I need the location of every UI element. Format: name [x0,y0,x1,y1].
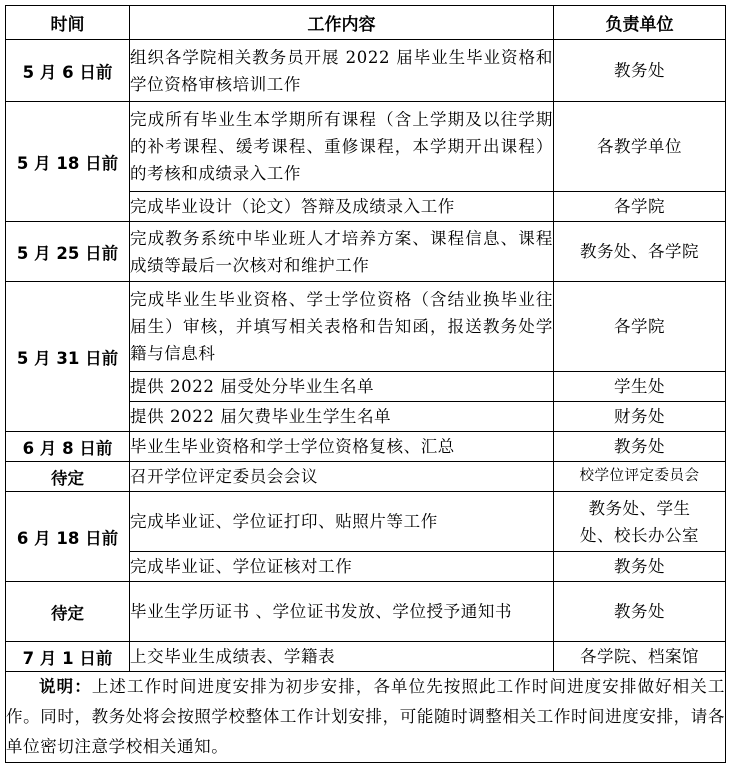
unit-cell: 各学院 [554,192,726,222]
content-cell: 完成毕业设计（论文）答辩及成绩录入工作 [130,192,554,222]
table-row [6,582,726,642]
content-cell: 完成毕业证、学位证打印、贴照片等工作 [130,492,554,552]
time-cell: 5 月 25 日前 [6,222,130,282]
note-row [6,672,726,763]
table-row [6,282,726,372]
content-cell: 组织各学院相关教务员开展 2022 届毕业生毕业资格和学位资格审核培训工作 [130,40,554,102]
unit-cell: 教务处 [554,582,726,642]
unit-cell: 各学院 [554,282,726,372]
time-cell: 5 月 31 日前 [6,282,130,432]
content-cell: 提供 2022 届欠费毕业生学生名单 [130,402,554,432]
content-cell: 上交毕业生成绩表、学籍表 [130,642,554,672]
table-row [6,492,726,552]
header-content: 工作内容 [130,6,554,40]
unit-cell: 学生处 [554,372,726,402]
unit-cell: 教务处、学生处、校长办公室 [554,492,726,552]
content-cell: 提供 2022 届受处分毕业生名单 [130,372,554,402]
time-cell: 7 月 1 日前 [6,642,130,672]
content-cell: 毕业生学历证书 、学位证书发放、学位授予通知书 [130,582,554,642]
header-time: 时间 [6,6,130,40]
header-unit: 负责单位 [554,6,726,40]
unit-cell: 财务处 [554,402,726,432]
table-row [6,102,726,192]
content-cell: 完成所有毕业生本学期所有课程（含上学期及以往学期的补考课程、缓考课程、重修课程，本学期开出课程）的考核和成绩录入工作 [130,102,554,192]
unit-cell: 各教学单位 [554,102,726,192]
table-header-row [6,6,726,40]
unit-cell: 教务处 [554,40,726,102]
table-row [6,432,726,462]
unit-cell: 教务处 [554,552,726,582]
unit-cell: 教务处、各学院 [554,222,726,282]
table-row [6,222,726,282]
note-text: 上述工作时间进度安排为初步安排，各单位先按照此工作时间进度安排做好相关工作。同时，教务处将会按照学校整体工作计划安排，可能随时调整相关工作时间进度安排，请各单位密切注意学校相关通知。 [6,677,725,756]
table-row [6,462,726,492]
schedule-table [5,5,726,763]
note-cell [6,672,726,763]
time-cell: 6 月 18 日前 [6,492,130,582]
time-cell: 5 月 6 日前 [6,40,130,102]
table-row [6,40,726,102]
note-label: 说明： [39,677,92,696]
unit-cell: 各学院、档案馆 [554,642,726,672]
content-cell: 完成毕业生毕业资格、学士学位资格（含结业换毕业往届生）审核，并填写相关表格和告知函，报送教务处学籍与信息科 [130,282,554,372]
content-cell: 完成毕业证、学位证核对工作 [130,552,554,582]
content-cell: 完成教务系统中毕业班人才培养方案、课程信息、课程成绩等最后一次核对和维护工作 [130,222,554,282]
schedule-document [5,5,725,763]
time-cell: 待定 [6,582,130,642]
time-cell: 5 月 18 日前 [6,102,130,222]
unit-cell: 校学位评定委员会 [554,462,726,492]
content-cell: 召开学位评定委员会会议 [130,462,554,492]
time-cell: 待定 [6,462,130,492]
time-cell: 6 月 8 日前 [6,432,130,462]
content-cell: 毕业生毕业资格和学士学位资格复核、汇总 [130,432,554,462]
unit-cell: 教务处 [554,432,726,462]
table-row [6,642,726,672]
